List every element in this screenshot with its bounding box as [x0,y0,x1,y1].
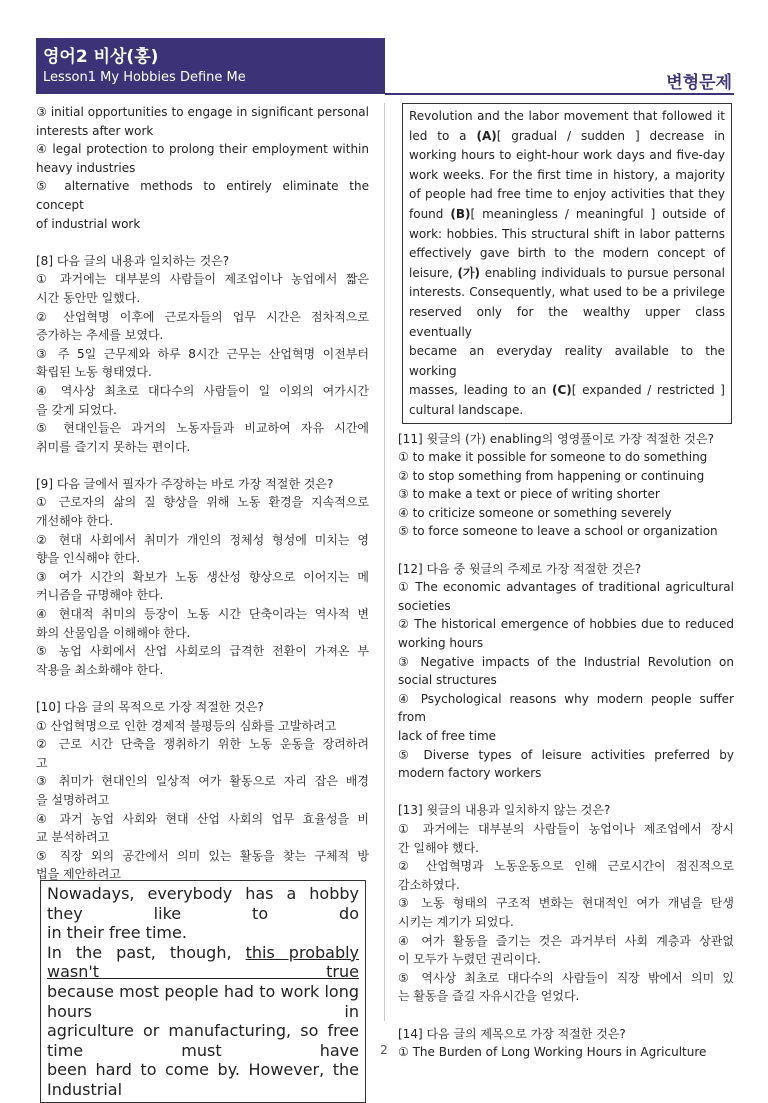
passage-text: found [409,206,451,221]
text-line: ④ Psychological reasons why modern people suffer from [398,691,734,725]
question-stem: [13] 윗글의 내용과 일치하지 않는 것은? [398,803,611,818]
passage-text: [ gradual / sudden ] decrease in [496,128,726,143]
text-line: ④ legal protection to prolong their employment within [36,142,369,157]
text-line: ① 과거에는 대부분의 사람들이 제조업이나 농업에서 짧은 [36,272,369,287]
passage-line: Nowadays, everybody has a hobby they like to do [47,884,359,923]
column-divider [384,103,385,1021]
text-line: ⑤ alternative methods to entirely eliminate the concept [36,179,369,212]
passage-line: because most people had to work long hours in [47,981,359,1021]
text-line: ① 과거에는 대부분의 사람들이 농업이나 제조업에서 장시 [398,821,734,836]
question-9 [36,475,369,680]
passage-line: reserved only for the wealthy upper class eventually [409,304,725,339]
text-line: lack of free time [398,729,497,743]
left-column [36,103,369,884]
text-line: heavy industries [36,160,136,175]
text-line: ② 산업혁명 이후에 근로자들의 업무 시간은 점차적으로 [36,309,369,324]
text-line: modern factory workers [398,766,542,781]
header-rule [385,93,734,95]
passage-line: working hours to eight-hour work days and five-day [409,148,725,163]
text-line: ① to make it possible for someone to do something [398,450,708,465]
text-line: ② 현대 사회에서 취미가 개인의 정체성 형성에 미치는 영 [36,532,369,547]
page-type-label: 변형문제 [666,73,732,93]
passage-text: [ expanded / restricted ] [571,383,725,398]
text-line: ① 산업혁명으로 인한 경제적 불평등의 심화를 고발하려고 [36,718,337,733]
marker-ga: (가) [457,265,481,280]
text-line: 증가하는 추세를 보였다. [36,328,164,343]
text-line: ⑤ 현대인들은 과거의 노동자들과 비교하여 자유 시간에 [36,421,369,436]
text-line: ② The historical emergence of hobbies due to reduced [398,617,734,632]
text-line: 이 모두가 누렸던 권리이다. [398,952,541,967]
text-line: societies [398,598,451,613]
passage-line [47,943,359,982]
passage-line [409,205,725,225]
question-stem: [12] 다음 중 윗글의 주제로 가장 적절한 것은? [398,561,642,576]
text-line: ⑤ 직장 외의 공간에서 의미 있는 활동을 찾는 구체적 방 [36,848,369,863]
passage-line: work weeks. For the first time in history, a majority [409,167,725,182]
question-stem: [11] 윗글의 (가) enabling의 영영풀이로 가장 적절한 것은? [398,431,714,446]
passage-text: masses, leading to an [409,383,552,398]
text-line: ④ 여가 활동을 즐기는 것은 과거부터 사회 계층과 상관없 [398,933,734,948]
text-line: 화의 산물임을 이해해야 한다. [36,625,191,640]
text-line: 법을 제안하려고 [36,867,121,882]
passage-line: agriculture or manufacturing, so free time must have [47,1021,359,1060]
text-line: ③ 노동 형태의 구조적 변화는 현대적인 여가 개념을 탄생 [398,896,734,911]
question-10 [36,698,369,884]
passage-line [409,127,725,147]
text-line: ③ Negative impacts of the Industrial Revolution on [398,654,734,669]
text-line: ③ 주 5일 근무제와 하루 8시간 근무는 산업혁명 이전부터 [36,346,369,361]
text-line: ⑤ to force someone to leave a school or organization [398,524,718,539]
text-line: 을 설명하려고 [36,792,110,807]
text-line: 간 일해야 했다. [398,840,479,855]
text-line: ① The economic advantages of traditional agricultural [398,580,734,595]
passage-line: Revolution and the labor movement that followed it [409,109,725,123]
text-line: 개선해야 한다. [36,514,114,529]
text-line: 작용을 최소화해야 한다. [36,662,164,677]
text-line: 커니즘을 규명해야 한다. [36,588,164,603]
passage-line: effectively gave birth to the modern concept of [409,246,725,261]
passage-line: cultural landscape. [409,402,524,417]
text-line: ① 근로자의 삶의 질 향상을 위해 노동 환경을 지속적으로 [36,495,369,510]
blank-marker-b: (B) [450,206,471,221]
text-line: 교 분석하려고 [36,830,110,845]
page-title: 영어2 비상(홍) [43,47,159,67]
question-13 [398,801,734,1006]
text-line: ① The Burden of Long Working Hours in Agriculture [398,1045,707,1060]
blank-marker-a: (A) [476,128,497,143]
page-number: 2 [380,1043,388,1057]
question-12 [398,560,734,783]
question-stem: [10] 다음 글의 목적으로 가장 적절한 것은? [36,700,264,714]
text-line: 을 갖게 되었다. [36,402,117,417]
passage-line: in their free time. [47,923,187,943]
text-line: ④ 역사상 최초로 대다수의 사람들이 일 이외의 여가시간 [36,383,369,398]
blank-marker-c: (C) [552,383,572,398]
text-line: social structures [398,673,497,688]
underlined-phrase: this probably wasn't true [47,942,360,982]
question-stem: [9] 다음 글에서 필자가 주장하는 바로 가장 적절한 것은? [36,476,334,491]
passage-text: In the past, though, [47,942,246,962]
text-line: 감소하였다. [398,877,460,892]
passage-line: been hard to come by. However, the Industrial [47,1060,359,1099]
question-11 [398,430,734,542]
text-line: interests after work [36,123,154,138]
passage-line [409,381,725,401]
text-line: 고 [36,755,48,770]
text-line: 시간 동안만 일했다. [36,290,141,305]
text-line: ③ initial opportunities to engage in significant personal [36,105,369,119]
text-line: 시키는 계기가 되었다. [398,914,514,929]
passage-text: led to a [409,128,477,143]
passage-line: became an everyday reality available to the working [409,344,725,378]
question-7-choices [36,103,369,233]
passage-text: enabling individuals to pursue personal [480,265,725,280]
question-stem: [8] 다음 글의 내용과 일치하는 것은? [36,253,230,268]
text-line: ④ to criticize someone or something severely [398,505,672,520]
question-stem: [14] 다음 글의 제목으로 가장 적절한 것은? [398,1026,626,1041]
text-line: working hours [398,636,484,651]
lesson-subtitle: Lesson1 My Hobbies Define Me [43,70,246,85]
text-line: ② 근로 시간 단축을 쟁취하기 위한 노동 운동을 장려하려 [36,737,369,752]
text-line: ③ 여가 시간의 확보가 노동 생산성 향상으로 이어지는 메 [36,569,369,584]
text-line: 는 활동을 즐길 자유시간을 얻었다. [398,989,580,1004]
passage-line: interests. Consequently, what used to be a privilege [409,285,725,300]
text-line: ⑤ Diverse types of leisure activities preferred by [398,747,734,762]
text-line: ⑤ 역사상 최초로 대다수의 사람들이 직장 밖에서 의미 있 [398,970,734,985]
question-8 [36,252,369,457]
text-line: ③ 취미가 현대인의 일상적 여가 활동으로 자리 잡은 배경 [36,774,369,789]
passage-text: leisure, [409,265,458,280]
text-line: 확립된 노동 형태였다. [36,365,152,380]
passage-line: work: hobbies. This structural shift in labor patterns [409,226,725,241]
header-title-box [36,38,385,94]
text-line: 향을 인식해야 한다. [36,551,141,566]
text-line: 취미를 즐기지 못하는 편이다. [36,439,191,454]
text-line: ② 산업혁명과 노동운동으로 인해 근로시간이 점진적으로 [398,859,734,874]
text-line: ⑤ 농업 사회에서 산업 사회로의 급격한 전환이 가져온 부 [36,644,369,659]
passage-line [409,264,725,284]
passage-box-part-2 [402,103,732,424]
text-line: ② to stop something from happening or continuing [398,468,705,483]
text-line: ④ 과거 농업 사회와 현대 산업 사회의 업무 효율성을 비 [36,811,369,826]
passage-line: of people had free time to enjoy activities that they [409,187,725,202]
text-line: of industrial work [36,216,141,231]
text-line: ③ to make a text or piece of writing shorter [398,487,660,502]
passage-box-part-1 [40,880,366,1103]
right-column [398,103,734,1062]
text-line: ④ 현대적 취미의 등장이 노동 시간 단축이라는 역사적 변 [36,607,369,622]
passage-text: [ meaningless / meaningful ] outside of [470,206,725,221]
